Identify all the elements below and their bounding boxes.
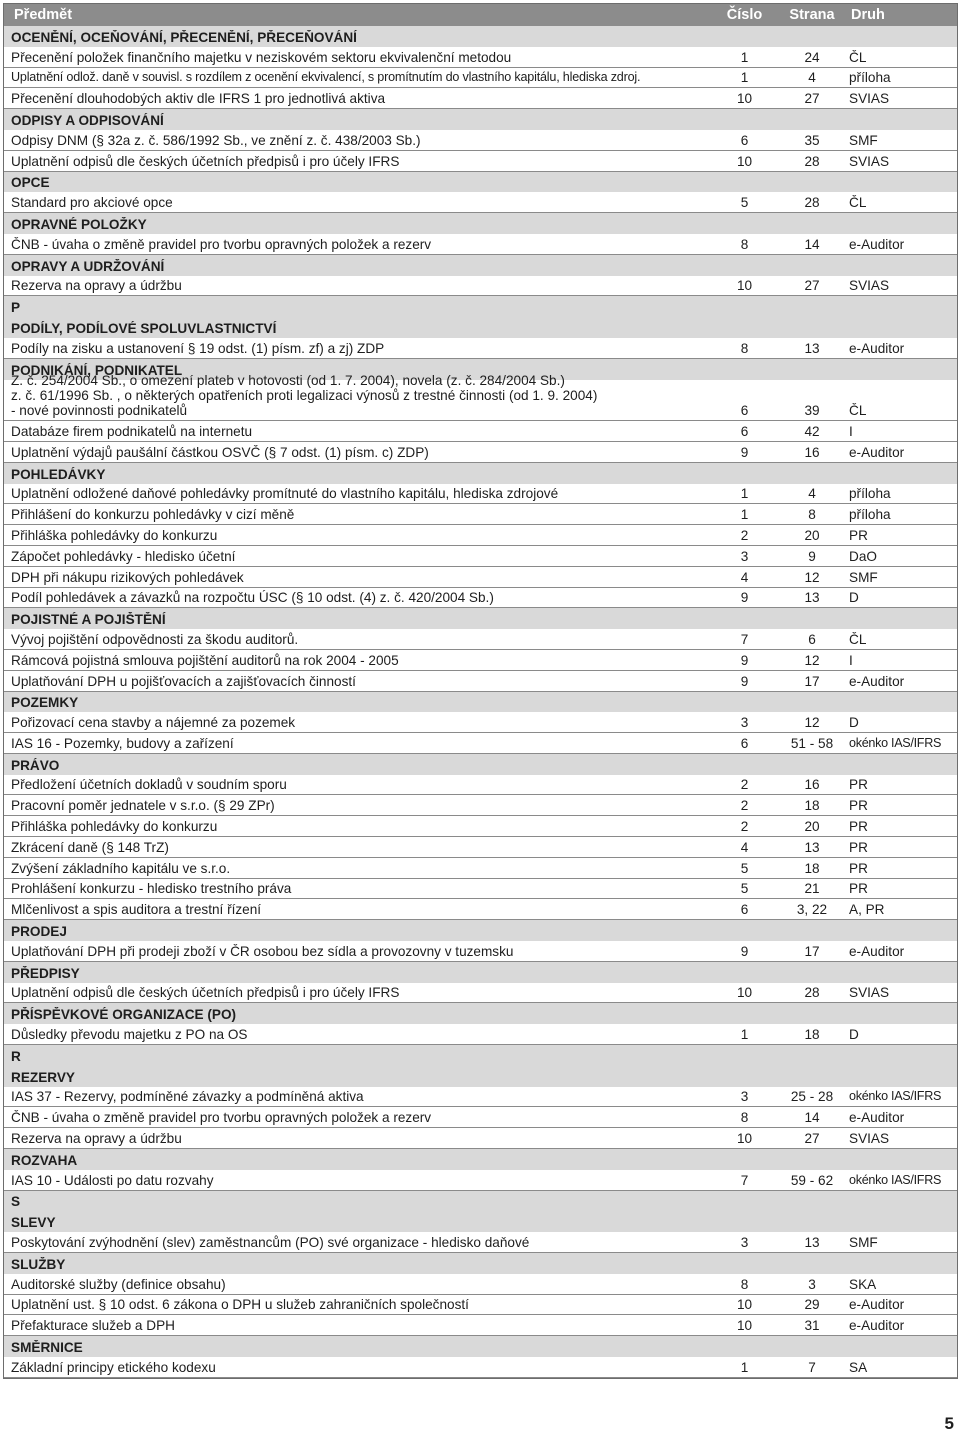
page-cell: 39 (804, 403, 820, 419)
subject-cell: Základní principy etického kodexu (11, 1359, 216, 1375)
type-cell: e-Auditor (849, 1297, 905, 1313)
table-row (4, 899, 957, 920)
subject-cell: Uplatnění odložené daňové pohledávky promítnuté do vlastního kapitálu, hlediska zdrojové (11, 486, 559, 502)
page-cell: 28 (804, 195, 820, 211)
type-cell: SVIAS (849, 985, 890, 1001)
number-cell: 2 (740, 527, 749, 543)
table-row (4, 234, 957, 255)
type-cell: SVIAS (849, 91, 890, 107)
section-title: R (11, 1048, 21, 1064)
table-row (4, 373, 957, 422)
section-title: SLEVY (11, 1215, 56, 1231)
page-cell: 27 (804, 1131, 820, 1147)
page-cell: 6 (808, 631, 816, 647)
type-cell: SA (849, 1359, 868, 1375)
section-title: OPCE (11, 175, 50, 191)
subject-cell: Pořizovací cena stavby a nájemné za pozemek (11, 715, 296, 731)
section-heading (4, 920, 957, 941)
subject-cell: Rámcová pojistná smlouva pojištění auditorů na rok 2004 - 2005 (11, 652, 399, 668)
section-heading (4, 1066, 957, 1087)
subject-cell: Databáze firem podnikatelů na internetu (11, 423, 253, 439)
table-row (4, 442, 957, 463)
page-cell: 51 - 58 (790, 735, 834, 751)
type-cell: SMF (849, 569, 878, 585)
table-row (4, 546, 957, 567)
section-title: POZEMKY (11, 695, 79, 711)
type-cell: příloha (849, 507, 891, 523)
number-cell: 6 (740, 423, 749, 439)
type-cell: okénko IAS/IFRS (849, 735, 942, 750)
table-row (4, 1295, 957, 1316)
section-title: OPRAVNÉ POLOŽKY (11, 216, 147, 232)
number-cell: 2 (740, 777, 749, 793)
page-cell: 16 (804, 444, 820, 460)
table-row (4, 88, 957, 109)
subject-cell: Přihláška pohledávky do konkurzu (11, 527, 218, 543)
table-row (4, 1232, 957, 1253)
page-cell: 17 (804, 673, 820, 689)
subject-cell: Podíly na zisku a ustanovení § 19 odst. (1) písm. zf) a zj) ZDP (11, 340, 385, 356)
section-heading (4, 317, 957, 338)
number-cell: 9 (740, 444, 749, 460)
page-cell: 13 (804, 340, 820, 356)
number-cell: 4 (740, 569, 749, 585)
table-row (4, 130, 957, 151)
section-heading (4, 1336, 957, 1357)
subject-cell: Standard pro akciové opce (11, 195, 173, 211)
type-cell: I (849, 652, 853, 668)
subject-cell: Prohlášení konkurzu - hledisko trestního práva (11, 881, 292, 897)
type-cell: I (849, 423, 853, 439)
page-cell: 59 - 62 (790, 1172, 834, 1188)
subject-cell: Uplatňování DPH u pojišťovacích a zajišťovacích činností (11, 673, 356, 689)
page-cell: 7 (808, 1359, 816, 1375)
type-cell: PR (849, 527, 868, 543)
number-cell: 1 (740, 49, 749, 65)
type-cell: PR (849, 860, 868, 876)
table-row (4, 192, 957, 213)
subject-cell: ČNB - úvaha o změně pravidel pro tvorbu opravných položek a rezerv (11, 1110, 432, 1126)
subject-cell: Uplatnění odpisů dle českých účetních předpisů i pro účely IFRS (11, 153, 400, 169)
page-cell: 31 (804, 1318, 820, 1334)
number-cell: 9 (740, 590, 749, 606)
table-row (4, 338, 957, 359)
number-cell: 5 (740, 881, 749, 897)
section-title: ODPISY A ODPISOVÁNÍ (11, 112, 164, 128)
table-row (4, 795, 957, 816)
type-cell: SKA (849, 1276, 877, 1292)
section-title: PODÍLY, PODÍLOVÉ SPOLUVLASTNICTVÍ (11, 320, 277, 336)
type-cell: e-Auditor (849, 340, 905, 356)
table-row (4, 484, 957, 505)
page-cell: 18 (804, 798, 820, 814)
number-cell: 1 (740, 1027, 749, 1043)
subject-cell: Předložení účetních dokladů v soudním sporu (11, 777, 287, 793)
page-cell: 17 (804, 943, 820, 959)
table-row (4, 1087, 957, 1108)
page-cell: 12 (804, 715, 820, 731)
section-heading (4, 1003, 957, 1024)
section-heading (4, 26, 957, 47)
type-cell: příloha (849, 70, 891, 86)
table-row (4, 525, 957, 546)
page-cell: 25 - 28 (790, 1089, 834, 1105)
table-body (4, 26, 957, 1378)
section-title: POHLEDÁVKY (11, 466, 106, 482)
type-cell: e-Auditor (849, 1318, 905, 1334)
number-cell: 8 (740, 340, 749, 356)
section-heading (4, 1253, 957, 1274)
section-heading (4, 109, 957, 130)
subject-cell: Rezerva na opravy a údržbu (11, 278, 182, 294)
table-row (4, 733, 957, 754)
number-cell: 2 (740, 798, 749, 814)
page-cell: 13 (804, 1235, 820, 1251)
subject-cell: DPH při nákupu rizikových pohledávek (11, 569, 244, 585)
subject-cell: Zápočet pohledávky - hledisko účetní (11, 548, 236, 564)
table-row (4, 1128, 957, 1149)
type-cell: okénko IAS/IFRS (849, 1172, 942, 1187)
subject-cell: Přihláška pohledávky do konkurzu (11, 819, 218, 835)
type-cell: e-Auditor (849, 943, 905, 959)
type-cell: e-Auditor (849, 444, 905, 460)
type-cell: ČL (849, 195, 867, 211)
section-heading (4, 754, 957, 775)
subject-cell: Uplatnění odlož. daně v souvisl. s rozdílem z ocenění ekvivalencí, s promítnutím do vlastního kapitálu, hlediska zdroj. (11, 70, 641, 85)
subject-cell: ČNB - úvaha o změně pravidel pro tvorbu opravných položek a rezerv (11, 236, 432, 252)
number-cell: 3 (740, 548, 749, 564)
table-row (4, 1107, 957, 1128)
subject-cell: Poskytování zvýhodnění (slev) zaměstnancům (PO) své organizace - hledisko daňové (11, 1235, 530, 1251)
table-row (4, 671, 957, 692)
page-cell: 14 (804, 1110, 820, 1126)
section-title: ROZVAHA (11, 1152, 78, 1168)
section-heading (4, 213, 957, 234)
page-cell: 14 (804, 236, 820, 252)
number-cell: 5 (740, 860, 749, 876)
section-title: PŘEDPISY (11, 965, 80, 981)
number-cell: 8 (740, 236, 749, 252)
section-title: S (11, 1194, 21, 1210)
page-cell: 27 (804, 91, 820, 107)
table-row (4, 567, 957, 588)
number-cell: 6 (740, 403, 749, 419)
page-cell: 27 (804, 278, 820, 294)
table-row (4, 775, 957, 796)
type-cell: PR (849, 819, 868, 835)
subject-cell: IAS 16 - Pozemky, budovy a zařízení (11, 735, 234, 751)
subject-cell: Přefakturace služeb a DPH (11, 1318, 175, 1334)
number-cell: 10 (736, 985, 753, 1001)
page-cell: 21 (804, 881, 820, 897)
subject-cell: Důsledky převodu majetku z PO na OS (11, 1027, 248, 1043)
header-number: Číslo (726, 7, 763, 23)
section-title: PRODEJ (11, 924, 67, 940)
table-row (4, 837, 957, 858)
number-cell: 10 (736, 153, 753, 169)
page-cell: 3 (808, 1276, 816, 1292)
page-cell: 18 (804, 1027, 820, 1043)
number-cell: 1 (740, 486, 749, 502)
page-cell: 24 (804, 49, 820, 65)
section-title: SMĚRNICE (11, 1340, 83, 1355)
section-heading (4, 608, 957, 629)
page-cell: 42 (804, 423, 820, 439)
table-row (4, 1024, 957, 1045)
page-cell: 35 (804, 132, 820, 148)
number-cell: 10 (736, 91, 753, 107)
number-cell: 4 (740, 839, 749, 855)
type-cell: ČL (849, 49, 867, 65)
number-cell: 5 (740, 195, 749, 211)
subject-cell: Z. č. 254/2004 Sb., o omezení plateb v hotovosti (od 1. 7. 2004), novela (z. č. 284/2004 Sb.) z. č. 61/1996 Sb. , o některých opatřeních proti legalizaci výnosů z trestné činnosti (od 1. 9. 2004) - nové povinnosti podnikatelů (11, 373, 598, 419)
type-cell: okénko IAS/IFRS (849, 1089, 942, 1104)
subject-cell: Uplatnění ust. § 10 odst. 6 zákona o DPH u služeb zahraničních společností (11, 1297, 469, 1313)
table-row (4, 1170, 957, 1191)
type-cell: ČL (849, 631, 867, 647)
type-cell: e-Auditor (849, 1110, 905, 1126)
table-row (4, 1274, 957, 1295)
table-row (4, 858, 957, 879)
subject-cell: Auditorské služby (definice obsahu) (11, 1276, 226, 1292)
number-cell: 1 (740, 1359, 749, 1375)
subject-cell: IAS 10 - Události po datu rozvahy (11, 1172, 214, 1188)
page-cell: 28 (804, 985, 820, 1001)
subject-cell: Odpisy DNM (§ 32a z. č. 586/1992 Sb., ve znění z. č. 438/2003 Sb.) (11, 132, 421, 148)
number-cell: 1 (740, 70, 749, 86)
subject-cell: Přihlášení do konkurzu pohledávky v cizí měně (11, 507, 295, 523)
number-cell: 9 (740, 652, 749, 668)
subject-cell: Přecenění položek finančního majetku v neziskovém sektoru ekvivalenční metodou (11, 49, 512, 65)
number-cell: 3 (740, 1089, 749, 1105)
section-heading (4, 962, 957, 983)
page-cell: 3, 22 (796, 902, 828, 918)
index-table (3, 3, 958, 1379)
number-cell: 6 (740, 735, 749, 751)
subject-cell: Podíl pohledávek a závazků na rozpočtu ÚSC (§ 10 odst. (4) z. č. 420/2004 Sb.) (11, 590, 494, 606)
table-row (4, 68, 957, 89)
table-row (4, 1315, 957, 1336)
page-cell: 8 (808, 507, 816, 523)
type-cell: ČL (849, 403, 867, 419)
table-row (4, 712, 957, 733)
header-page: Strana (789, 7, 835, 23)
page-cell: 29 (804, 1297, 820, 1313)
table-row (4, 879, 957, 900)
table-row (4, 816, 957, 837)
page-cell: 13 (804, 839, 820, 855)
number-cell: 8 (740, 1276, 749, 1292)
table-row (4, 151, 957, 172)
subject-cell: IAS 37 - Rezervy, podmíněné závazky a podmíněná aktiva (11, 1089, 364, 1105)
table-row (4, 1357, 957, 1378)
type-cell: D (849, 1027, 859, 1043)
page-cell: 4 (808, 486, 816, 502)
type-cell: DaO (849, 548, 877, 564)
number-cell: 6 (740, 902, 749, 918)
table-row (4, 504, 957, 525)
page-cell: 12 (804, 652, 820, 668)
section-title: P (11, 300, 21, 316)
number-cell: 6 (740, 132, 749, 148)
number-cell: 2 (740, 819, 749, 835)
number-cell: 3 (740, 715, 749, 731)
section-heading (4, 1191, 957, 1212)
number-cell: 10 (736, 278, 753, 294)
subject-cell: Uplatnění výdajů paušální částkou OSVČ (§ 7 odst. (1) písm. c) ZDP) (11, 444, 429, 460)
section-title: POJISTNÉ A POJIŠTĚNÍ (11, 612, 166, 628)
section-heading (4, 296, 957, 317)
table-row (4, 941, 957, 962)
table-row (4, 421, 957, 442)
number-cell: 3 (740, 1235, 749, 1251)
section-heading (4, 1211, 957, 1232)
page-cell: 4 (808, 70, 816, 86)
number-cell: 7 (740, 631, 749, 647)
header-type: Druh (851, 7, 885, 23)
table-row (4, 629, 957, 650)
number-cell: 8 (740, 1110, 749, 1126)
section-title: REZERVY (11, 1069, 75, 1085)
subject-cell: Rezerva na opravy a údržbu (11, 1131, 182, 1147)
type-cell: PR (849, 881, 868, 897)
subject-cell: Přecenění dlouhodobých aktiv dle IFRS 1 pro jednotlivá aktiva (11, 91, 386, 107)
number-cell: 10 (736, 1297, 753, 1313)
number-cell: 7 (740, 1172, 749, 1188)
table-header (4, 4, 957, 26)
type-cell: D (849, 590, 859, 606)
section-heading (4, 172, 957, 193)
header-subject: Předmět (14, 7, 73, 23)
number-cell: 9 (740, 943, 749, 959)
section-heading (4, 692, 957, 713)
type-cell: PR (849, 777, 868, 793)
subject-cell: Uplatňování DPH při prodeji zboží v ČR osobou bez sídla a provozovny v tuzemsku (11, 943, 514, 959)
page-cell: 13 (804, 590, 820, 606)
section-title: SLUŽBY (11, 1256, 66, 1272)
type-cell: e-Auditor (849, 236, 905, 252)
table-row (4, 650, 957, 671)
type-cell: příloha (849, 486, 891, 502)
section-title: PRÁVO (11, 757, 60, 773)
type-cell: PR (849, 798, 868, 814)
type-cell: SVIAS (849, 278, 890, 294)
table-row (4, 276, 957, 297)
type-cell: e-Auditor (849, 673, 905, 689)
number-cell: 10 (736, 1318, 753, 1334)
page-cell: 9 (808, 548, 816, 564)
section-title: PODNIKÁNÍ, PODNIKATEL (11, 362, 183, 378)
number-cell: 1 (740, 507, 749, 523)
table-row (4, 47, 957, 68)
page-cell: 28 (804, 153, 820, 169)
page-number: 5 (944, 1414, 954, 1433)
section-heading (4, 1149, 957, 1170)
section-title: OCENĚNÍ, OCEŇOVÁNÍ, PŘECENĚNÍ, PŘECEŇOVÁNÍ (11, 29, 357, 45)
subject-cell: Zvýšení základního kapitálu ve s.r.o. (11, 860, 231, 876)
page-cell: 16 (804, 777, 820, 793)
subject-cell: Mlčenlivost a spis auditora a trestní řízení (11, 902, 262, 918)
section-title: OPRAVY A UDRŽOVÁNÍ (11, 258, 165, 274)
subject-cell: Pracovní poměr jednatele v s.r.o. (§ 29 ZPr) (11, 798, 275, 814)
subject-cell: Vývoj pojištění odpovědnosti za škodu auditorů. (11, 631, 299, 647)
section-heading (4, 463, 957, 484)
table-row (4, 588, 957, 609)
section-heading (4, 255, 957, 276)
table-row (4, 983, 957, 1004)
page-cell: 20 (804, 819, 820, 835)
type-cell: SMF (849, 132, 878, 148)
type-cell: PR (849, 839, 868, 855)
subject-cell: Zkrácení daně (§ 148 TrZ) (11, 839, 169, 855)
subject-cell: Uplatnění odpisů dle českých účetních předpisů i pro účely IFRS (11, 985, 400, 1001)
type-cell: D (849, 715, 859, 731)
page-cell: 20 (804, 527, 820, 543)
type-cell: SVIAS (849, 153, 890, 169)
type-cell: SMF (849, 1235, 878, 1251)
page-cell: 18 (804, 860, 820, 876)
number-cell: 10 (736, 1131, 753, 1147)
section-title: PŘÍSPĚVKOVÉ ORGANIZACE (PO) (11, 1007, 237, 1023)
page-cell: 12 (804, 569, 820, 585)
type-cell: SVIAS (849, 1131, 890, 1147)
section-heading (4, 1045, 957, 1066)
type-cell: A, PR (849, 902, 885, 918)
number-cell: 9 (740, 673, 749, 689)
